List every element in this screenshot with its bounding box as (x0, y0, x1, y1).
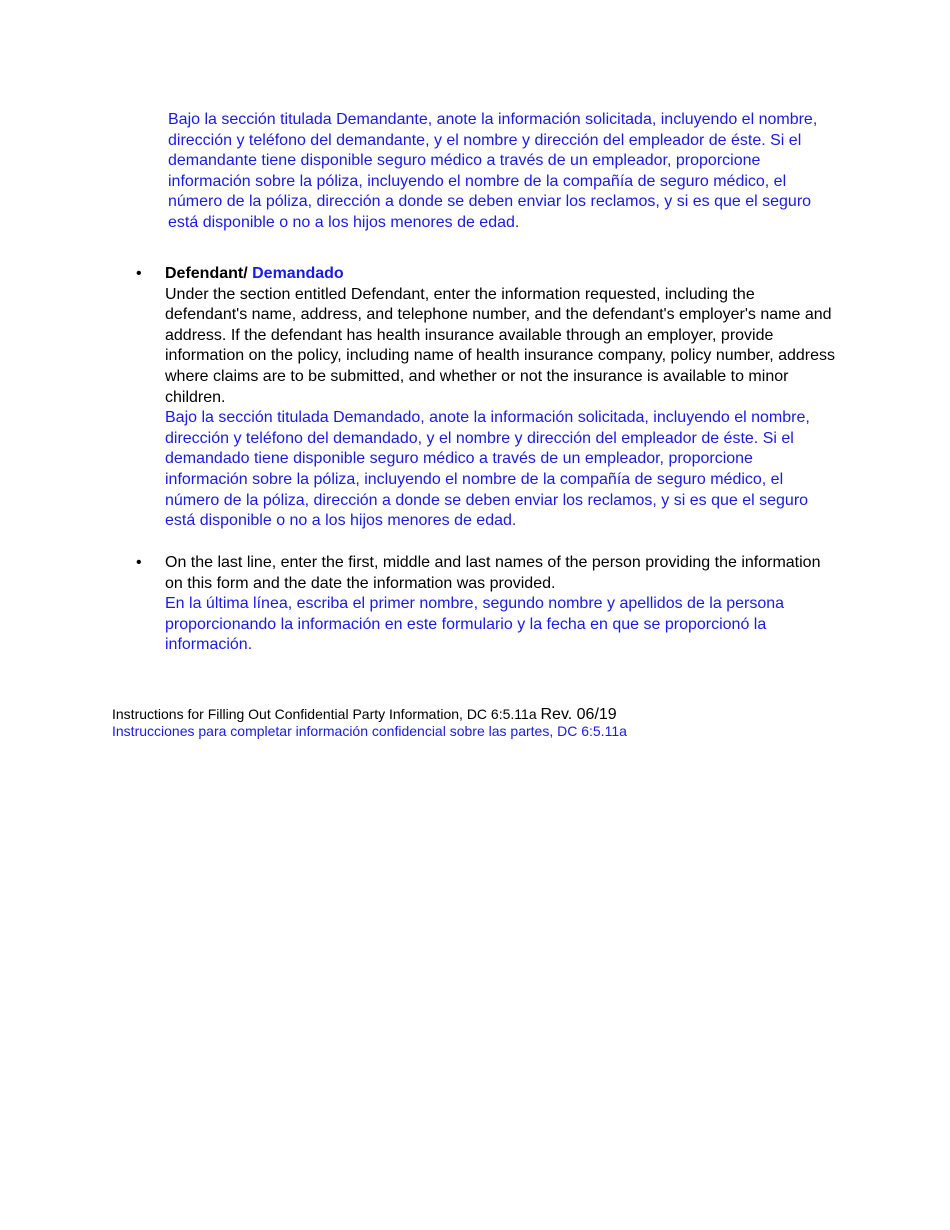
defendant-text-en: Under the section entitled Defendant, enter the information requested, including the defendant's name, address, and telephone number, and the defendant's employer's name and address. If the defendant has health insurance available through an employer, provide information on the policy, including name of health insurance company, policy number, address where claims are to be submitted, and whether or not the insurance is available to minor children. (165, 285, 836, 406)
defendant-text-es: Bajo la sección titulada Demandado, anote la información solicitada, incluyendo el nombre, dirección y teléfono del demandado, y el nombre y dirección del empleador de éste. Si el demandado tiene disponible seguro médico a través de un empleador, proporcione información sobre la póliza, incluyendo el nombre de la compañía de seguro médico, el número de la póliza, dirección a donde se deben enviar los reclamos, y si es que el seguro está disponible o no a los hijos menores de edad. (165, 409, 810, 530)
last-line-text-es: En la última línea, escriba el primer nombre, segundo nombre y apellidos de la persona proporcionando la información en este formulario y la fecha en que se proporcionó la información. (165, 595, 785, 654)
bullet-marker-defendant: • (136, 265, 142, 282)
bullet-last-line (165, 553, 840, 656)
footer (112, 706, 832, 740)
bullet-marker-last-line: • (136, 554, 142, 571)
footer-title-en: Instructions for Filling Out Confidential Party Information, DC 6:5.11a (112, 706, 537, 722)
bullet-defendant (165, 264, 840, 532)
footer-title-es: Instrucciones para completar información confidencial sobre las partes, DC 6:5.11a (112, 723, 627, 739)
footer-revision: Rev. 06/19 (540, 706, 617, 723)
top-paragraph-es: Bajo la sección titulada Demandante, anote la información solicitada, incluyendo el nombre, dirección y teléfono del demandante, y el nombre y dirección del empleador de éste. Si el demandante tiene disponible seguro médico a través de un empleador, proporcione información sobre la póliza, incluyendo el nombre de la compañía de seguro médico, el número de la póliza, dirección a donde se deben enviar los reclamos, y si es que el seguro está disponible o no a los hijos menores de edad. (168, 111, 818, 231)
footer-line-en (112, 706, 832, 723)
defendant-heading-es: Demandado (252, 265, 344, 282)
defendant-heading (165, 264, 840, 285)
last-line-text-en: On the last line, enter the first, middle and last names of the person providing the information on this form and the date the information was provided. (165, 554, 821, 592)
defendant-heading-en: Defendant/ (165, 265, 248, 282)
